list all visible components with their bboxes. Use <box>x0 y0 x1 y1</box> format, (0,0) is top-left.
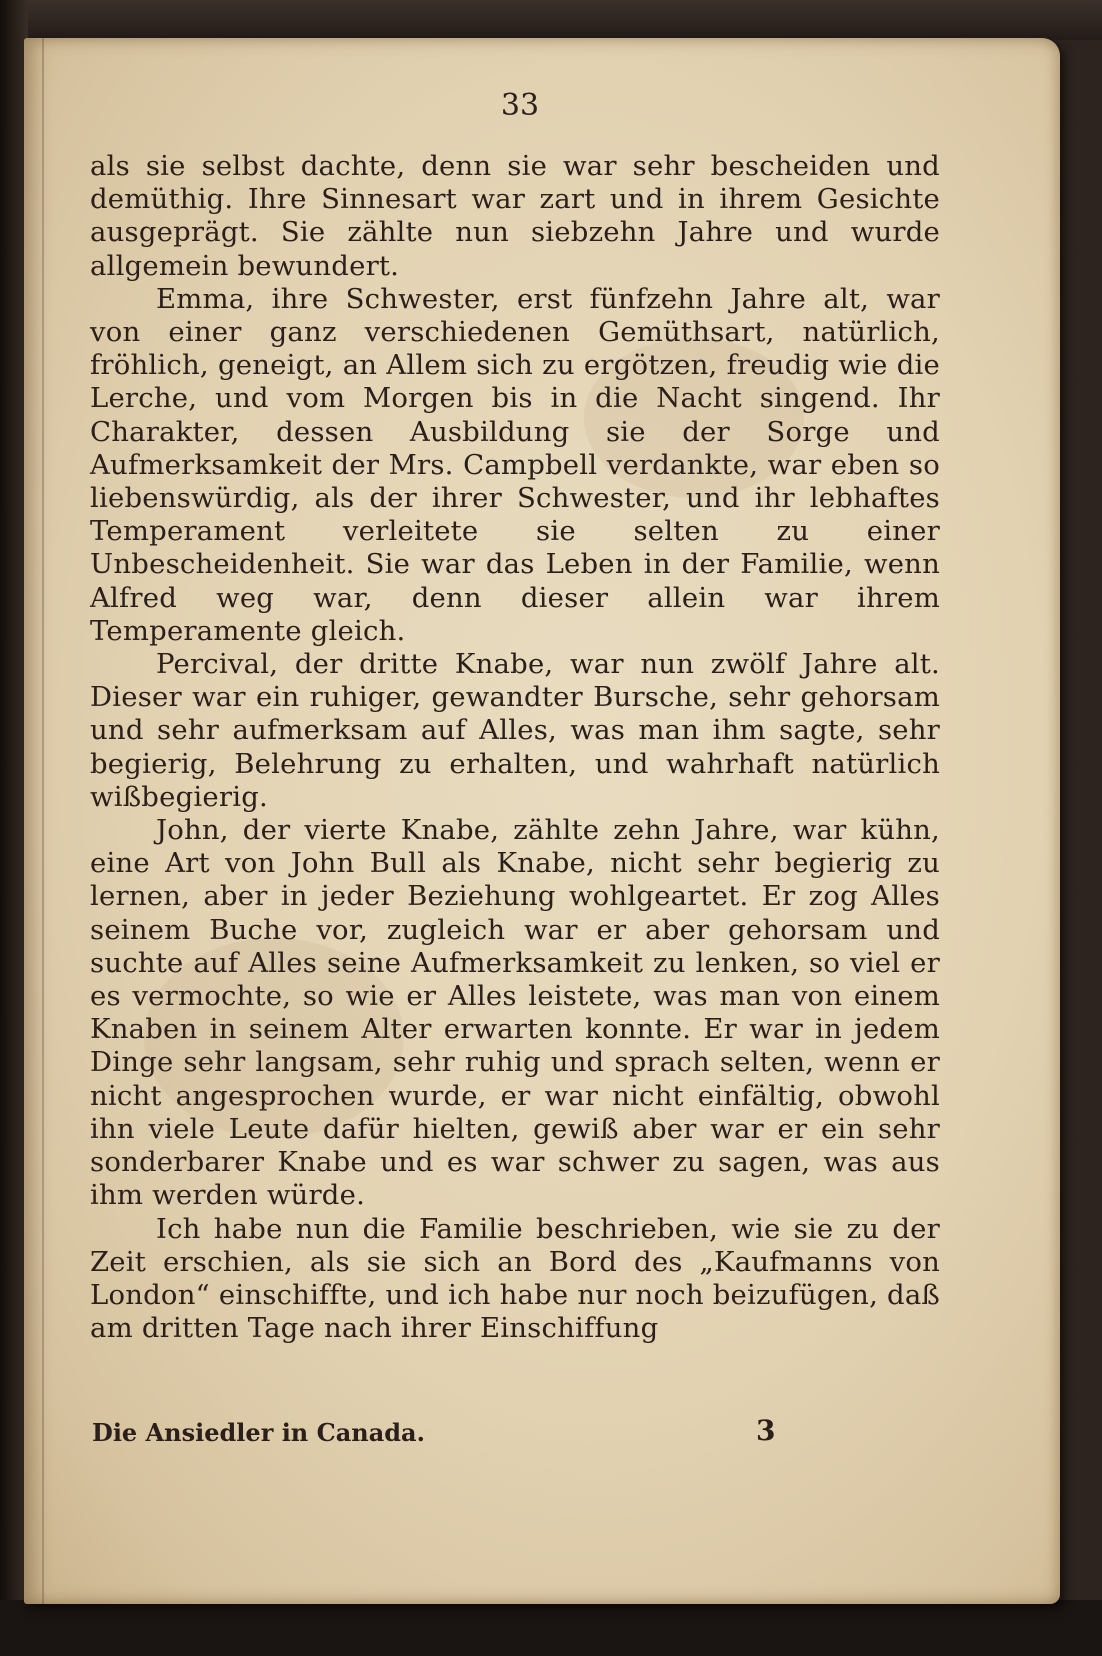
signature-mark: 3 <box>756 1414 776 1447</box>
book-bottom-edge <box>0 1600 1102 1656</box>
book-page <box>24 38 1060 1604</box>
gutter-line <box>42 38 44 1604</box>
running-title: Die Ansiedler in Canada. <box>92 1418 425 1447</box>
paragraph-2: Emma, ihre Schwester, erst fünfzehn Jahre alt, war von einer ganz verschiedenen Gemüthsart, natürlich, fröhlich, geneigt, an Allem sich zu ergötzen, freudig wie die Lerche, und vom Morgen bis in die Nacht singend. Ihr Charakter, dessen Ausbildung sie der Sorge und Aufmerksamkeit der Mrs. Campbell verdankte, war eben so liebenswürdig, als der ihrer Schwester, und ihr lebhaftes Temperament verleitete sie selten zu einer Unbescheidenheit. Sie war das Leben in der Familie, wenn Alfred weg war, denn dieser allein war ihrem Temperamente gleich. <box>90 282 940 647</box>
page-number: 33 <box>500 88 540 123</box>
page-footer <box>92 1414 942 1454</box>
paragraph-4: John, der vierte Knabe, zählte zehn Jahre, war kühn, eine Art von John Bull als Knabe, nicht sehr begierig zu lernen, aber in jeder Beziehung wohlgeartet. Er zog Alles seinem Buche vor, zugleich war er aber gehorsam und suchte auf Alles seine Aufmerksamkeit zu lenken, so viel er es vermochte, so wie er Alles leistete, was man von einem Knaben in seinem Alter erwarten konnte. Er war in jedem Dinge sehr langsam, sehr ruhig und sprach selten, wenn er nicht angesprochen wurde, er war nicht einfältig, obwohl ihn viele Leute dafür hielten, gewiß aber war er ein sehr sonderbarer Knabe und es war schwer zu sagen, was aus ihm werden würde. <box>90 814 940 1212</box>
paragraph-5: Ich habe nun die Familie beschrieben, wie sie zu der Zeit erschien, als sie sich an Bord des „Kaufmanns von London“ einschiffte, und ich habe nur noch beizufügen, daß am dritten Tage nach ihrer Einschiffung <box>90 1212 940 1345</box>
book-top-edge <box>0 0 1102 40</box>
body-text <box>90 150 940 1345</box>
paragraph-3: Percival, der dritte Knabe, war nun zwölf Jahre alt. Dieser war ein ruhiger, gewandter Bursche, sehr gehorsam und sehr aufmerksam auf Alles, was man ihm sagte, sehr begierig, Belehrung zu erhalten, und wahrhaft natürlich wißbegierig. <box>90 648 940 813</box>
paragraph-1: als sie selbst dachte, denn sie war sehr bescheiden und demüthig. Ihre Sinnesart war zart und in ihrem Gesichte ausgeprägt. Sie zählte nun siebzehn Jahre und wurde allgemein bewundert. <box>90 150 940 282</box>
